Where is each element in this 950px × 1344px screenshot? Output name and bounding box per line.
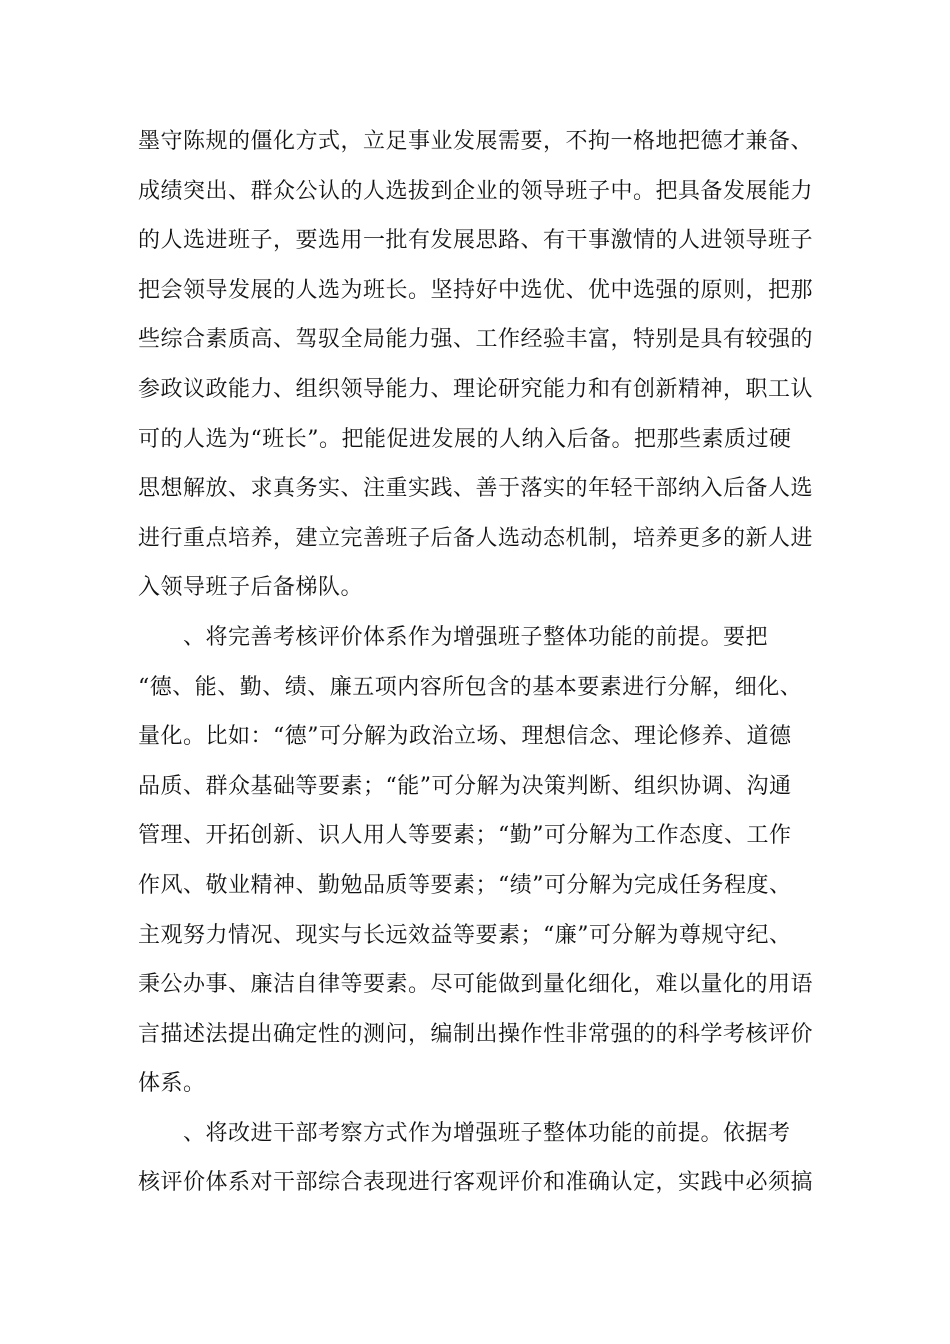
text-line: 把会领导发展的人选为班长。坚持好中选优、优中选强的原则，把那 <box>138 277 814 303</box>
text-line: 秉公办事、廉洁自律等要素。尽可能做到量化细化，难以量化的用语 <box>138 972 814 998</box>
paragraph-start-line: 、将完善考核评价体系作为增强班子整体功能的前提。要把 <box>138 624 769 650</box>
text-line: 参政议政能力、组织领导能力、理论研究能力和有创新精神，职工认 <box>138 376 814 402</box>
text-line: 量化。比如：“德”可分解为政治立场、理想信念、理论修养、道德 <box>138 724 792 750</box>
text-line: 进行重点培养，建立完善班子后备人选动态机制，培养更多的新人进 <box>138 525 814 551</box>
text-line: 可的人选为“班长”。把能促进发展的人纳入后备。把那些素质过硬 <box>138 426 792 452</box>
text-line: 管理、开拓创新、识人用人等要素；“勤”可分解为工作态度、工作 <box>138 823 792 849</box>
text-line: 的人选进班子，要选用一批有发展思路、有干事激情的人进领导班子 <box>138 228 814 254</box>
text-line: 核评价体系对干部综合表现进行客观评价和准确认定，实践中必须搞 <box>138 1170 814 1196</box>
text-line: 墨守陈规的僵化方式，立足事业发展需要，不拘一格地把德才兼备、 <box>138 129 814 154</box>
text-line: 入领导班子后备梯队。 <box>138 575 364 601</box>
text-line: 思想解放、求真务实、注重实践、善于落实的年轻干部纳入后备人选 <box>138 476 814 502</box>
text-line: 品质、群众基础等要素；“能”可分解为决策判断、组织协调、沟通 <box>138 773 792 799</box>
text-line: 言描述法提出确定性的测问，编制出操作性非常强的的科学考核评价 <box>138 1021 814 1047</box>
text-line: 作风、敬业精神、勤勉品质等要素；“绩”可分解为完成任务程度、 <box>138 872 792 898</box>
paragraph-start-line: 、将改进干部考察方式作为增强班子整体功能的前提。依据考 <box>138 1120 791 1146</box>
text-line: 成绩突出、群众公认的人选拔到企业的领导班子中。把具备发展能力 <box>138 178 814 204</box>
text-line: 主观努力情况、现实与长远效益等要素；“廉”可分解为尊规守纪、 <box>138 922 792 948</box>
text-line: 体系。 <box>138 1071 206 1097</box>
text-line: “德、能、勤、绩、廉五项内容所包含的基本要素进行分解，细化、 <box>138 674 803 700</box>
body-text <box>138 117 828 1208</box>
text-line: 些综合素质高、驾驭全局能力强、工作经验丰富，特别是具有较强的 <box>138 327 814 353</box>
